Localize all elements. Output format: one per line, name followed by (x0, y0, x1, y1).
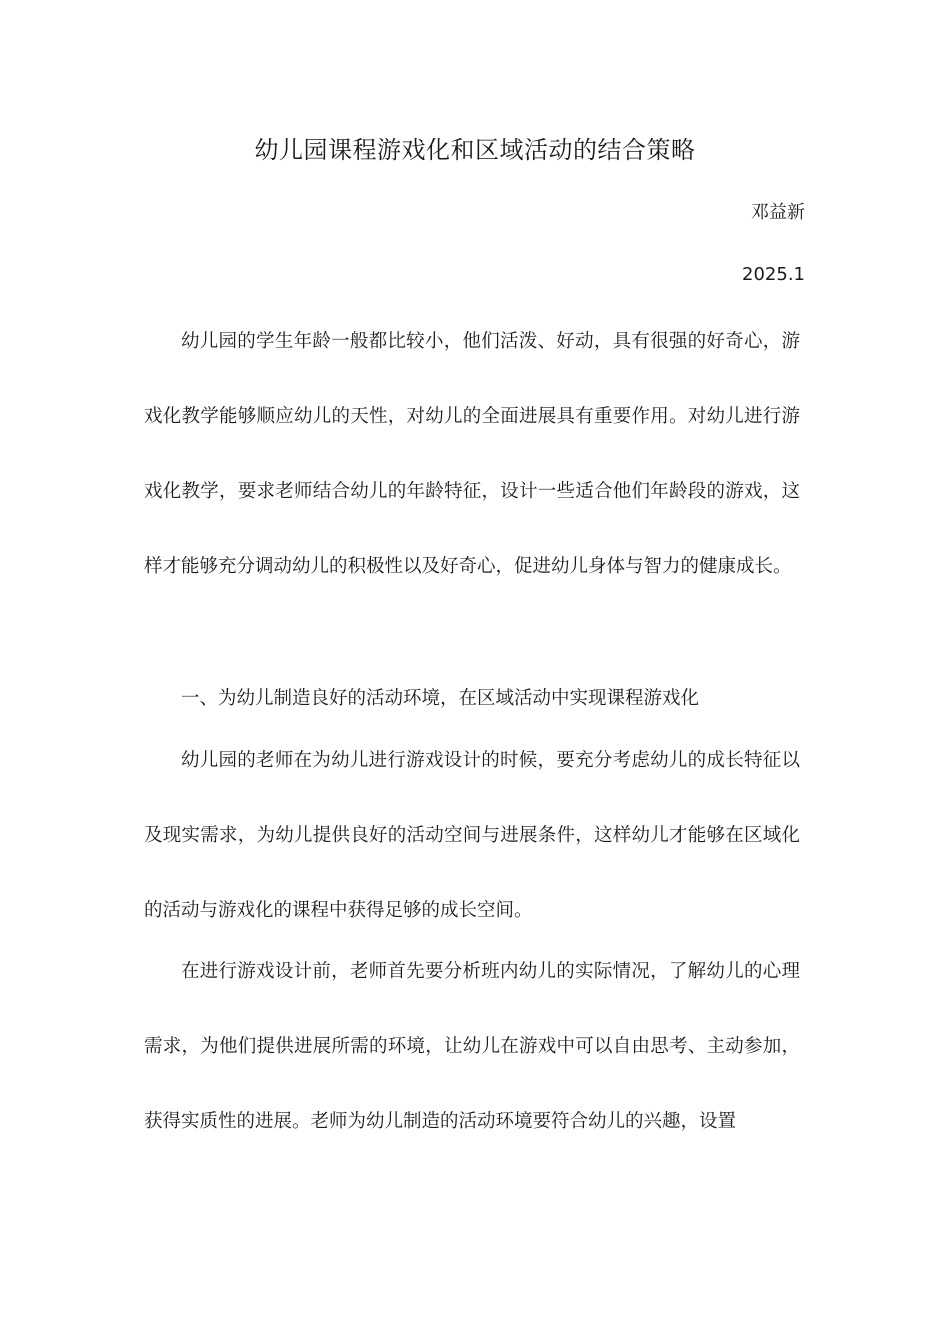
body-paragraph-1: 幼儿园的学生年龄一般都比较小，他们活泼、好动，具有很强的好奇心，游戏化教学能够顺应幼儿的天性，对幼儿的全面进展具有重要作用。对幼儿进行游戏化教学，要求老师结合幼儿的年龄特征，设计一些适合他们年龄段的游戏，这样才能够充分调动幼儿的积极性以及好奇心，促进幼儿身体与智力的健康成长。 (144, 331, 800, 577)
section-heading-1: 一、为幼儿制造良好的活动环境，在区域活动中实现课程游戏化 (181, 688, 700, 709)
document-title: 幼儿园课程游戏化和区域活动的结合策略 (254, 136, 696, 164)
document-date: 2025.1 (742, 264, 805, 285)
body-paragraph-3: 在进行游戏设计前，老师首先要分析班内幼儿的实际情况，了解幼儿的心理需求，为他们提供进展所需的环境，让幼儿在游戏中可以自由思考、主动参加，获得实质性的进展。老师为幼儿制造的活动环境要符合幼儿的兴趣，设置 (144, 961, 800, 1132)
author-name: 邓益新 (751, 202, 805, 223)
body-paragraph-2: 幼儿园的老师在为幼儿进行游戏设计的时候，要充分考虑幼儿的成长特征以及现实需求，为幼儿提供良好的活动空间与进展条件，这样幼儿才能够在区域化的活动与游戏化的课程中获得足够的成长空间。 (144, 750, 800, 921)
